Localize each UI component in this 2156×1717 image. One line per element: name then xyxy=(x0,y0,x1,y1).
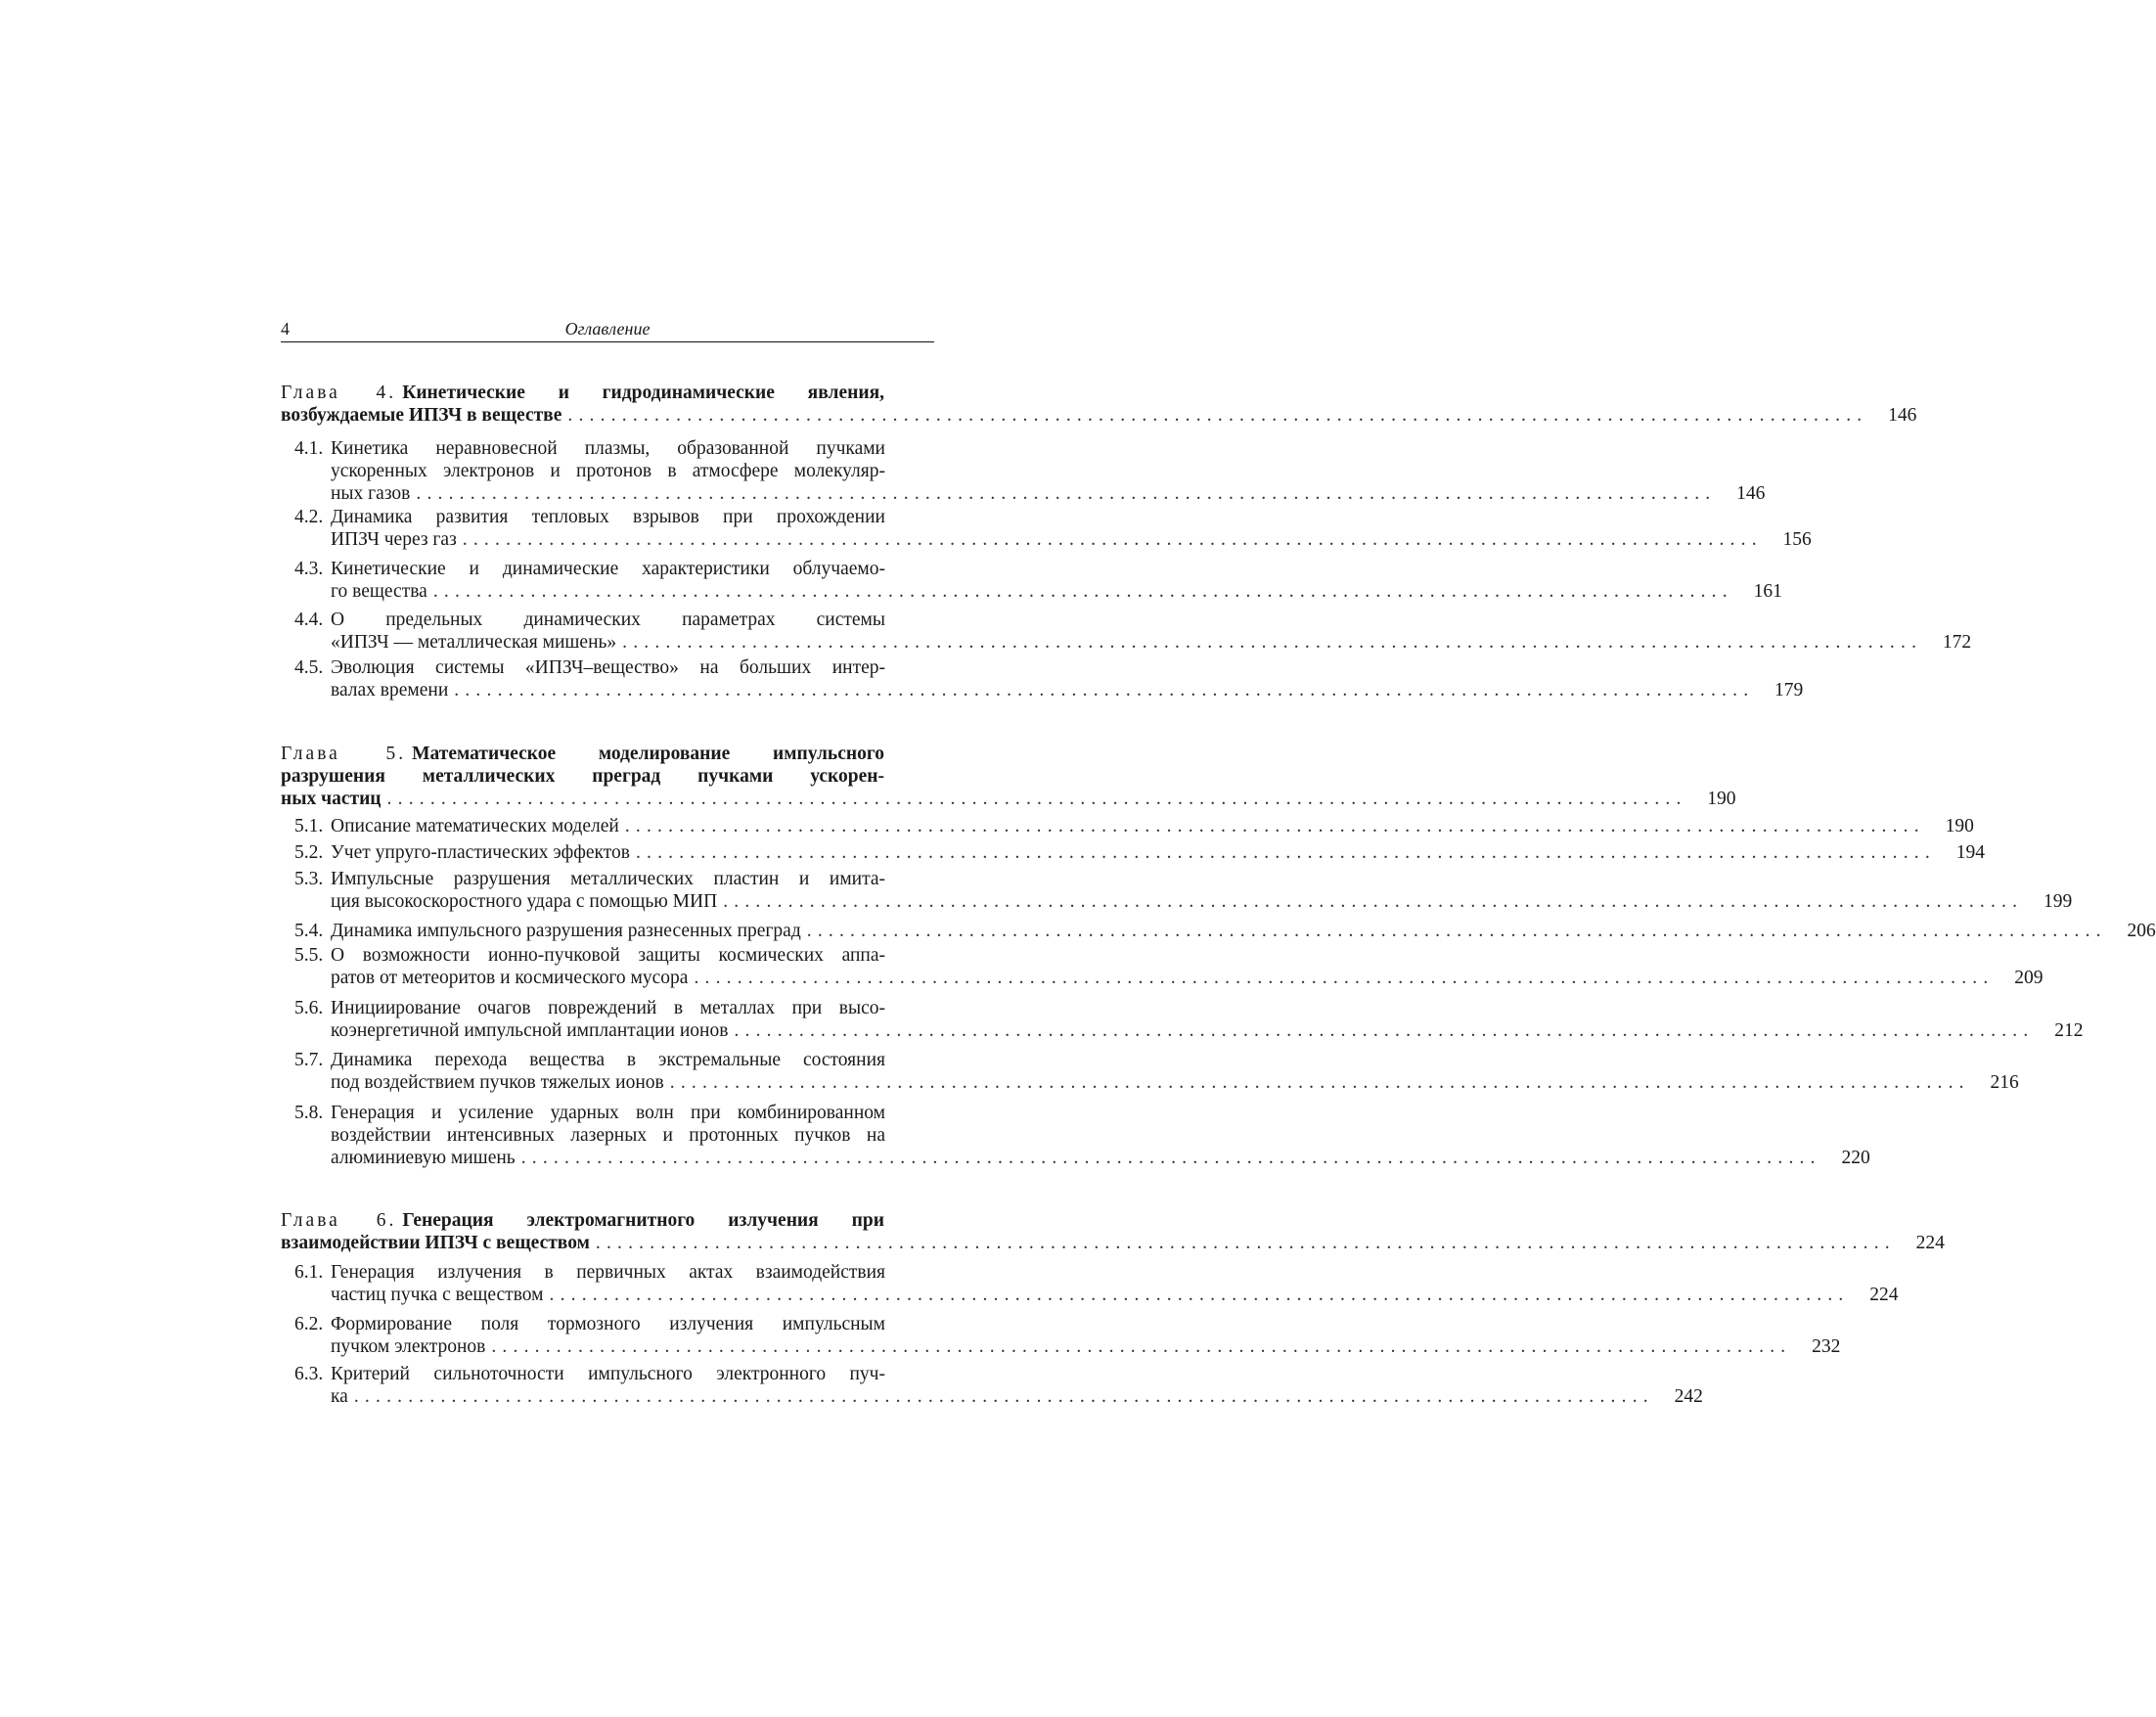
section-number: 5.7. xyxy=(294,1050,324,1070)
entry-title-line xyxy=(331,1314,885,1336)
entry-title-line xyxy=(331,1103,885,1125)
page-ref[interactable]: 146 xyxy=(1888,404,1917,426)
title-text: Формирование поля тормозного излучения импульсным xyxy=(331,1314,885,1334)
toc-section-entry[interactable] xyxy=(281,1364,1703,1409)
page-ref[interactable]: 146 xyxy=(1736,482,1766,504)
toc-chapter-entry[interactable] xyxy=(281,383,1917,428)
page-ref[interactable]: 216 xyxy=(1990,1071,2019,1093)
entry-line xyxy=(281,1385,1703,1409)
title-text: Кинетика неравновесной плазмы, образованной пучками xyxy=(331,438,885,459)
page-ref[interactable]: 242 xyxy=(1674,1385,1703,1407)
title-text: воздействии интенсивных лазерных и протонных пучков на xyxy=(331,1124,885,1146)
entry-title-line xyxy=(281,789,382,811)
entry-title-line xyxy=(331,1050,885,1072)
leader-dots: ........................................................................................................................ xyxy=(806,921,2107,941)
entry-title-line xyxy=(331,921,801,943)
leader-dots: ........................................................................................................................ xyxy=(595,1232,1896,1253)
entry-title-line xyxy=(331,1285,544,1307)
entry-title-line xyxy=(281,1233,590,1255)
leader-dots: ........................................................................................................................ xyxy=(723,890,2024,912)
title-text: алюминиевую мишень xyxy=(331,1147,516,1168)
toc-chapter-entry[interactable] xyxy=(281,744,1736,810)
entry-line xyxy=(281,657,934,680)
leader-dots: ........................................................................................................................ xyxy=(386,788,1687,809)
page-ref[interactable]: 199 xyxy=(2043,890,2073,912)
toc-section-entry[interactable] xyxy=(281,945,2044,990)
page-ref[interactable]: 172 xyxy=(1942,631,1972,653)
title-text: ИПЗЧ через газ xyxy=(331,528,457,550)
title-text: ция высокоскоростного удара с помощью МИП xyxy=(331,890,718,912)
title-text: Генерация и усиление ударных волн при комбинированном xyxy=(331,1103,885,1123)
toc-section-entry[interactable] xyxy=(281,921,2156,943)
page-ref[interactable]: 232 xyxy=(1812,1335,1841,1357)
section-number: 4.5. xyxy=(294,657,324,678)
title-text: Генерация излучения в первичных актах взаимодействия xyxy=(331,1262,885,1283)
section-number: 5.1. xyxy=(294,816,324,836)
entry-line xyxy=(281,1232,1945,1255)
running-header xyxy=(281,319,934,340)
entry-line xyxy=(281,438,934,461)
title-text: Эволюция системы «ИПЗЧ–вещество» на больших интер- xyxy=(331,657,885,678)
leader-dots: ........................................................................................................................ xyxy=(491,1335,1792,1357)
entry-line xyxy=(281,679,1804,702)
title-text: Генерация электромагнитного излучения при xyxy=(402,1210,884,1231)
entry-line xyxy=(281,945,934,968)
entry-line xyxy=(281,1262,934,1285)
title-text: под воздействием пучков тяжелых ионов xyxy=(331,1071,664,1093)
entry-line xyxy=(281,631,1972,655)
entry-title-line xyxy=(331,816,619,838)
leader-dots: ........................................................................................................................ xyxy=(669,1071,1970,1093)
title-text: Кинетические и гидродинамические явления, xyxy=(402,383,884,403)
entry-line xyxy=(281,580,1782,604)
entry-line xyxy=(281,528,1812,552)
entry-title-line xyxy=(331,632,616,655)
title-text: ных газов xyxy=(331,482,411,504)
leader-dots: ........................................................................................................................ xyxy=(353,1385,1654,1407)
title-text: Динамика перехода вещества в экстремальные состояния xyxy=(331,1050,885,1070)
entry-title-line xyxy=(331,945,885,968)
entry-title-line xyxy=(331,507,885,529)
toc-section-entry[interactable] xyxy=(281,1050,2019,1095)
section-number: 4.1. xyxy=(294,438,324,459)
entry-line xyxy=(281,1050,934,1072)
title-text: Математическое моделирование импульсного xyxy=(412,744,884,764)
entry-title-line xyxy=(331,1148,516,1170)
section-number: 4.3. xyxy=(294,559,324,579)
section-number: 6.1. xyxy=(294,1262,324,1283)
entry-line xyxy=(281,967,2044,990)
entry-line xyxy=(281,816,1974,838)
title-text: ка xyxy=(331,1385,348,1407)
entry-title-line xyxy=(331,1386,348,1409)
page-ref[interactable]: 190 xyxy=(1945,816,1974,836)
entry-title-line xyxy=(331,968,688,990)
entry-title-line xyxy=(331,1125,885,1148)
toc-section-entry[interactable] xyxy=(281,559,1782,604)
entry-line xyxy=(281,921,2156,943)
leader-dots: ........................................................................................................................ xyxy=(462,528,1763,550)
entry-line xyxy=(281,1103,934,1125)
title-text: го вещества xyxy=(331,580,427,602)
toc-section-entry[interactable] xyxy=(281,1103,1870,1169)
leader-dots: ........................................................................................................................ xyxy=(567,404,1868,426)
title-text: ратов от метеоритов и космического мусора xyxy=(331,967,689,988)
page-ref[interactable]: 209 xyxy=(2014,967,2044,988)
title-text: Динамика импульсного разрушения разнесенных преград xyxy=(331,921,801,941)
toc-section-entry[interactable] xyxy=(281,816,1974,838)
toc-section-entry[interactable] xyxy=(281,1262,1899,1307)
page-ref[interactable]: 190 xyxy=(1707,788,1736,809)
leader-dots: ........................................................................................................................ xyxy=(734,1019,2035,1041)
title-text: пучком электронов xyxy=(331,1335,486,1357)
entry-line xyxy=(281,610,934,632)
page-number: 4 xyxy=(281,319,290,339)
page-ref[interactable]: 161 xyxy=(1753,580,1782,602)
title-text: разрушения металлических преград пучками ускорен- xyxy=(281,765,884,787)
leader-dots: ........................................................................................................................ xyxy=(454,679,1755,700)
title-text: О возможности ионно-пучковой защиты космических аппа- xyxy=(331,945,885,966)
entry-title-line xyxy=(331,1072,664,1095)
page-ref[interactable]: 224 xyxy=(1915,1232,1945,1253)
entry-line xyxy=(281,1364,934,1386)
entry-line xyxy=(281,461,934,483)
page-ref[interactable]: 156 xyxy=(1782,528,1812,550)
page-ref[interactable]: 206 xyxy=(2127,921,2156,941)
section-number: 5.3. xyxy=(294,869,324,889)
title-text: частиц пучка с веществом xyxy=(331,1284,544,1305)
entry-title-line xyxy=(331,559,885,581)
entry-title-line xyxy=(331,610,885,632)
toc-chapter-entry[interactable] xyxy=(281,1210,1945,1255)
entry-line xyxy=(281,788,1736,811)
entry-line xyxy=(281,1314,934,1336)
entry-title-line xyxy=(331,529,457,552)
entry-line xyxy=(281,1210,934,1233)
entry-line xyxy=(281,559,934,581)
title-text: Инициирование очагов повреждений в металлах при высо- xyxy=(331,998,885,1018)
toc-section-entry[interactable] xyxy=(281,998,2084,1043)
entry-title-line xyxy=(331,1020,728,1043)
section-number: 5.5. xyxy=(294,945,324,966)
page-ref[interactable]: 194 xyxy=(1955,842,1985,863)
entry-line xyxy=(281,482,1766,506)
toc-section-entry[interactable] xyxy=(281,869,2073,914)
running-title: Оглавление xyxy=(564,319,651,339)
toc-section-entry[interactable] xyxy=(281,657,1804,702)
entry-line xyxy=(281,404,1917,428)
title-text: коэнергетичной импульсной имплантации ионов xyxy=(331,1019,729,1041)
title-text: взаимодействии ИПЗЧ с веществом xyxy=(281,1232,590,1253)
section-number: 6.2. xyxy=(294,1314,324,1334)
section-number: 6.3. xyxy=(294,1364,324,1384)
entry-line xyxy=(281,507,934,529)
entry-title-line xyxy=(331,461,885,483)
leader-dots: ........................................................................................................................ xyxy=(694,967,1995,988)
leader-dots: ........................................................................................................................ xyxy=(549,1284,1850,1305)
entry-line xyxy=(281,1019,2084,1043)
entry-title-line xyxy=(331,1262,885,1285)
page-ref[interactable]: 212 xyxy=(2054,1019,2084,1041)
entry-line xyxy=(281,998,934,1020)
title-text: Кинетические и динамические характеристики облучаемо- xyxy=(331,559,885,579)
title-text: валах времени xyxy=(331,679,449,700)
leader-dots: ........................................................................................................................ xyxy=(520,1147,1821,1168)
entry-title-line xyxy=(331,581,427,604)
page-ref[interactable]: 179 xyxy=(1774,679,1804,700)
section-number: 5.8. xyxy=(294,1103,324,1123)
toc-section-entry[interactable] xyxy=(281,1314,1841,1359)
entry-line xyxy=(281,1071,2019,1095)
entry-title-line xyxy=(281,1210,884,1233)
leader-dots: ........................................................................................................................ xyxy=(416,482,1717,504)
chapter-label: Глава 5. xyxy=(281,744,407,764)
entry-title-line xyxy=(331,483,410,506)
entry-title-line xyxy=(331,869,885,891)
leader-dots: ........................................................................................................................ xyxy=(622,631,1923,653)
page-ref[interactable]: 220 xyxy=(1841,1147,1870,1168)
entry-title-line xyxy=(281,766,884,789)
section-number: 4.4. xyxy=(294,610,324,630)
entry-title-line xyxy=(331,657,885,680)
entry-line xyxy=(281,869,934,891)
entry-title-line xyxy=(331,1336,485,1359)
title-text: ускоренных электронов и протонов в атмосфере молекуляр- xyxy=(331,460,885,481)
title-text: «ИПЗЧ — металлическая мишень» xyxy=(331,631,617,653)
title-text: О предельных динамических параметрах системы xyxy=(331,610,885,630)
title-text: возбуждаемые ИПЗЧ в веществе xyxy=(281,404,562,426)
entry-line xyxy=(281,1335,1841,1359)
entry-line xyxy=(281,842,1985,865)
entry-title-line xyxy=(331,680,448,702)
toc-section-entry[interactable] xyxy=(281,507,1812,552)
entry-title-line xyxy=(331,891,717,914)
title-text: Учет упруго-пластических эффектов xyxy=(331,842,630,863)
toc-section-entry[interactable] xyxy=(281,610,1972,655)
section-number: 5.2. xyxy=(294,842,324,863)
entry-title-line xyxy=(331,842,630,865)
entry-line xyxy=(281,766,934,789)
title-text: Описание математических моделей xyxy=(331,816,619,836)
title-text: Импульсные разрушения металлических пластин и имита- xyxy=(331,869,885,889)
section-number: 4.2. xyxy=(294,507,324,527)
entry-line xyxy=(281,1284,1899,1307)
entry-line xyxy=(281,1125,934,1148)
header-rule xyxy=(281,341,934,342)
toc-section-entry[interactable] xyxy=(281,438,1766,505)
chapter-label: Глава 4. xyxy=(281,383,397,403)
title-text: Динамика развития тепловых взрывов при прохождении xyxy=(331,507,885,527)
entry-title-line xyxy=(331,438,885,461)
leader-dots: ........................................................................................................................ xyxy=(432,580,1733,602)
entry-title-line xyxy=(281,383,884,405)
section-number: 5.4. xyxy=(294,921,324,941)
chapter-label: Глава 6. xyxy=(281,1210,397,1231)
leader-dots: ........................................................................................................................ xyxy=(635,842,1936,863)
leader-dots: ........................................................................................................................ xyxy=(624,816,1925,836)
toc-section-entry[interactable] xyxy=(281,842,1985,865)
title-text: Критерий сильноточности импульсного электронного пуч- xyxy=(331,1364,885,1384)
entry-title-line xyxy=(281,405,561,428)
title-text: ных частиц xyxy=(281,788,382,809)
entry-title-line xyxy=(331,1364,885,1386)
entry-line xyxy=(281,890,2073,914)
entry-line xyxy=(281,1147,1870,1170)
entry-line xyxy=(281,744,934,766)
entry-line xyxy=(281,383,934,405)
entry-title-line xyxy=(331,998,885,1020)
page-ref[interactable]: 224 xyxy=(1869,1284,1899,1305)
entry-title-line xyxy=(281,744,884,766)
section-number: 5.6. xyxy=(294,998,324,1018)
